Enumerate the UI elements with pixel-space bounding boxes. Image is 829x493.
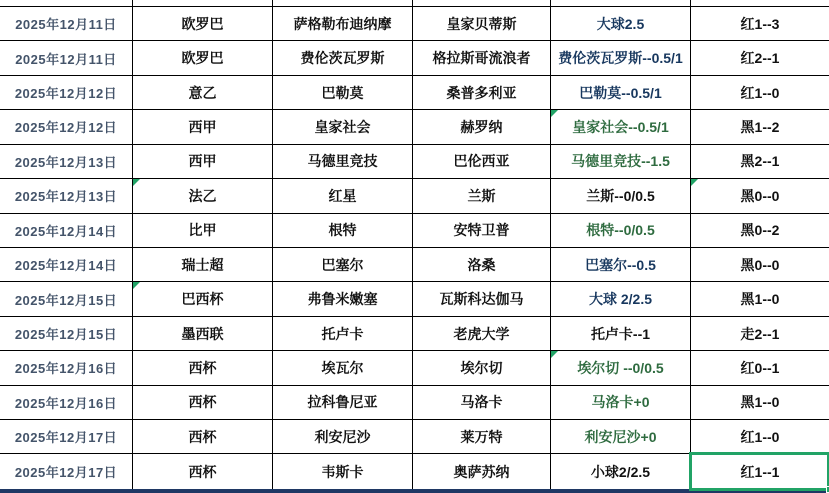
- cell-result[interactable]: [691, 248, 829, 282]
- table-row: [0, 248, 829, 282]
- cell-result[interactable]: [691, 454, 829, 488]
- cell-date[interactable]: [0, 179, 133, 213]
- cell-away-team-text: 巴伦西亚: [453, 153, 510, 170]
- cell-date[interactable]: [0, 76, 133, 110]
- cell-away-team-text: 奥萨苏纳: [453, 463, 510, 480]
- cell-league-text: 巴西杯: [181, 291, 224, 308]
- cell-league[interactable]: [133, 386, 273, 420]
- cell-handicap[interactable]: [551, 110, 691, 144]
- cell-date-text: 2025年12月14日: [14, 258, 118, 274]
- cell-date-text: 2025年12月11日: [15, 17, 117, 33]
- cell-result-text: 黑0--0: [740, 256, 780, 273]
- cell-date[interactable]: [0, 110, 133, 144]
- cell-home-team-text: 根特: [328, 222, 357, 239]
- cell-handicap-text: 根特--0/0.5: [586, 222, 655, 239]
- cell-date[interactable]: [0, 145, 133, 179]
- comment-marker-icon: [133, 282, 140, 289]
- cell-date-text: 2025年12月17日: [14, 430, 118, 446]
- cell-league[interactable]: [133, 41, 273, 75]
- cell-away-team-text: 洛桑: [467, 256, 496, 273]
- cell-home-team[interactable]: [273, 420, 413, 454]
- comment-marker-icon: [551, 351, 558, 358]
- cell-home-team[interactable]: [273, 110, 413, 144]
- cell-home-team-text: 皇家社会: [314, 118, 371, 135]
- cell-handicap-text: 托卢卡--1: [590, 325, 651, 342]
- cell-away-team[interactable]: [413, 110, 551, 144]
- cell-league[interactable]: [133, 179, 273, 213]
- cell-handicap[interactable]: [551, 248, 691, 282]
- cell-league-text: 法乙: [188, 187, 217, 204]
- cell-home-team[interactable]: [273, 179, 413, 213]
- partial-cell: [691, 0, 829, 6]
- cell-handicap-text: 利安尼沙+0: [584, 428, 657, 445]
- cell-league-text: 墨西联: [181, 325, 224, 342]
- cell-away-team-text: 埃尔切: [460, 359, 503, 376]
- cell-home-team[interactable]: [273, 248, 413, 282]
- cell-handicap[interactable]: [551, 454, 691, 488]
- cell-home-team[interactable]: [273, 214, 413, 248]
- cell-result[interactable]: [691, 110, 829, 144]
- cell-league[interactable]: [133, 282, 273, 316]
- cell-result[interactable]: [691, 282, 829, 316]
- cell-handicap[interactable]: [551, 386, 691, 420]
- cell-date-text: 2025年12月11日: [15, 51, 117, 67]
- cell-home-team[interactable]: [273, 41, 413, 75]
- cell-handicap-text: 兰斯--0/0.5: [586, 187, 655, 204]
- cell-date-text: 2025年12月15日: [14, 327, 118, 342]
- cell-away-team[interactable]: [413, 351, 551, 385]
- cell-result-text: 黑1--0: [740, 291, 780, 308]
- cell-league[interactable]: [133, 248, 273, 282]
- partial-row-above: [0, 0, 829, 7]
- cell-date[interactable]: [0, 282, 133, 316]
- cell-date-text: 2025年12月14日: [14, 223, 118, 239]
- cell-home-team-text: 拉科鲁尼亚: [307, 394, 378, 411]
- cell-date[interactable]: [0, 317, 133, 351]
- partial-cell: [0, 0, 133, 6]
- cell-league-text: 西甲: [188, 153, 217, 170]
- cell-handicap-text: 小球2/2.5: [590, 463, 651, 480]
- cell-home-team-text: 埃瓦尔: [321, 359, 364, 376]
- cell-home-team[interactable]: [273, 454, 413, 488]
- cell-result[interactable]: [691, 214, 829, 248]
- cell-result-text: 黑1--2: [740, 118, 780, 135]
- table-row: [0, 351, 829, 385]
- cell-league-text: 西杯: [188, 394, 217, 411]
- cell-away-team[interactable]: [413, 41, 551, 75]
- cell-home-team-text: 利安尼沙: [314, 428, 371, 445]
- cell-league-text: 比甲: [188, 222, 217, 239]
- cell-result-text: 走2--1: [740, 325, 780, 342]
- cell-away-team-text: 老虎大学: [453, 325, 510, 342]
- cell-result[interactable]: [691, 76, 829, 110]
- cell-result[interactable]: [691, 179, 829, 213]
- cell-date[interactable]: [0, 248, 133, 282]
- cell-home-team[interactable]: [273, 386, 413, 420]
- cell-date[interactable]: [0, 454, 133, 488]
- cell-home-team[interactable]: [273, 282, 413, 316]
- cell-league[interactable]: [133, 145, 273, 179]
- cell-league[interactable]: [133, 317, 273, 351]
- cell-league-text: 意乙: [188, 84, 217, 101]
- cell-result-text: 黑0--0: [740, 187, 780, 204]
- cell-league[interactable]: [133, 420, 273, 454]
- cell-result-text: 黑0--2: [740, 222, 780, 239]
- cell-handicap[interactable]: [551, 7, 691, 41]
- cell-result[interactable]: [691, 7, 829, 41]
- cell-league-text: 西杯: [188, 359, 217, 376]
- cell-home-team-text: 红星: [328, 187, 357, 204]
- cell-result-text: 红1--0: [740, 428, 780, 445]
- cell-home-team-text: 巴塞尔: [321, 256, 364, 273]
- cell-date-text: 2025年12月16日: [14, 361, 118, 377]
- cell-date-text: 2025年12月12日: [14, 86, 118, 102]
- cell-home-team-text: 巴勒莫: [321, 84, 364, 101]
- comment-marker-icon: [691, 179, 698, 186]
- cell-handicap-text: 大球 2/2.5: [588, 291, 653, 308]
- cell-date[interactable]: [0, 386, 133, 420]
- cell-league[interactable]: [133, 454, 273, 488]
- cell-result[interactable]: [691, 386, 829, 420]
- cell-date-text: 2025年12月12日: [14, 120, 118, 136]
- cell-away-team-text: 安特卫普: [453, 222, 510, 239]
- cell-away-team[interactable]: [413, 386, 551, 420]
- cell-result[interactable]: [691, 145, 829, 179]
- cell-result-text: 红1--1: [740, 463, 780, 480]
- table-row: [0, 386, 829, 420]
- cell-result-text: 红1--3: [740, 15, 780, 32]
- cell-league-text: 西甲: [188, 118, 217, 135]
- partial-cell: [133, 0, 273, 6]
- cell-handicap[interactable]: [551, 145, 691, 179]
- cell-league[interactable]: [133, 76, 273, 110]
- partial-cell: [273, 0, 413, 6]
- cell-home-team-text: 韦斯卡: [321, 463, 364, 480]
- cell-handicap[interactable]: [551, 420, 691, 454]
- table-row: [0, 179, 829, 213]
- partial-cell: [413, 0, 551, 6]
- cell-handicap-text: 皇家社会--0.5/1: [572, 118, 669, 135]
- table-row: [0, 41, 829, 75]
- cell-away-team-text: 格拉斯哥流浪者: [432, 50, 531, 67]
- table-row: [0, 145, 829, 179]
- cell-home-team[interactable]: [273, 351, 413, 385]
- cell-home-team[interactable]: [273, 145, 413, 179]
- cell-league-text: 欧罗巴: [181, 15, 224, 32]
- cell-handicap[interactable]: [551, 317, 691, 351]
- table-bottom-border: [0, 489, 829, 493]
- table-row: [0, 214, 829, 248]
- cell-home-team-text: 萨格勒布迪纳摩: [293, 15, 392, 32]
- cell-away-team-text: 瓦斯科达伽马: [439, 291, 524, 308]
- cell-away-team[interactable]: [413, 179, 551, 213]
- cell-date-text: 2025年12月15日: [14, 292, 118, 308]
- cell-handicap-text: 马德里竞技--1.5: [571, 153, 670, 170]
- cell-away-team[interactable]: [413, 420, 551, 454]
- cell-league-text: 瑞士超: [181, 256, 224, 273]
- cell-league-text: 西杯: [188, 463, 217, 480]
- cell-away-team-text: 赫罗纳: [460, 118, 503, 135]
- cell-home-team[interactable]: [273, 7, 413, 41]
- table-row: [0, 7, 829, 41]
- cell-league[interactable]: [133, 110, 273, 144]
- cell-handicap[interactable]: [551, 41, 691, 75]
- cell-away-team[interactable]: [413, 145, 551, 179]
- cell-handicap[interactable]: [551, 282, 691, 316]
- cell-league[interactable]: [133, 351, 273, 385]
- cell-league[interactable]: [133, 214, 273, 248]
- cell-away-team-text: 皇家贝蒂斯: [446, 15, 517, 32]
- cell-home-team-text: 费伦茨瓦罗斯: [300, 50, 385, 67]
- cell-result-text: 红1--0: [740, 84, 780, 101]
- cell-handicap[interactable]: [551, 76, 691, 110]
- table-row: [0, 420, 829, 454]
- cell-result-text: 黑1--0: [740, 394, 780, 411]
- table-row: [0, 317, 829, 351]
- cell-home-team[interactable]: [273, 76, 413, 110]
- cell-date[interactable]: [0, 41, 133, 75]
- table-row: [0, 76, 829, 110]
- table-row: [0, 110, 829, 144]
- cell-handicap[interactable]: [551, 179, 691, 213]
- cell-date[interactable]: [0, 214, 133, 248]
- cell-date[interactable]: [0, 420, 133, 454]
- cell-date[interactable]: [0, 351, 133, 385]
- cell-date-text: 2025年12月16日: [14, 395, 118, 411]
- cell-result[interactable]: [691, 317, 829, 351]
- cell-handicap-text: 巴塞尔--0.5: [585, 256, 656, 273]
- cell-away-team[interactable]: [413, 282, 551, 316]
- cell-result-text: 黑2--1: [740, 153, 780, 170]
- cell-league-text: 西杯: [188, 428, 217, 445]
- table-row: [0, 282, 829, 316]
- cell-date-text: 2025年12月13日: [14, 189, 118, 205]
- cell-date-text: 2025年12月13日: [14, 154, 118, 170]
- cell-handicap-text: 巴勒莫--0.5/1: [579, 84, 662, 101]
- cell-handicap-text: 费伦茨瓦罗斯--0.5/1: [558, 50, 683, 67]
- comment-marker-icon: [133, 179, 140, 186]
- cell-away-team-text: 桑普多利亚: [446, 84, 517, 101]
- cell-away-team[interactable]: [413, 317, 551, 351]
- cell-result-text: 红0--1: [740, 359, 780, 376]
- cell-away-team-text: 马洛卡: [460, 394, 503, 411]
- cell-away-team-text: 兰斯: [467, 187, 496, 204]
- cell-home-team[interactable]: [273, 317, 413, 351]
- cell-result-text: 红2--1: [740, 50, 780, 67]
- cell-league-text: 欧罗巴: [181, 50, 224, 67]
- cell-handicap-text: 大球2.5: [596, 15, 645, 32]
- cell-result[interactable]: [691, 41, 829, 75]
- cell-handicap[interactable]: [551, 214, 691, 248]
- cell-away-team[interactable]: [413, 454, 551, 488]
- cell-away-team[interactable]: [413, 248, 551, 282]
- cell-handicap-text: 马洛卡+0: [591, 394, 650, 411]
- cell-handicap[interactable]: [551, 351, 691, 385]
- cell-away-team-text: 莱万特: [460, 428, 503, 445]
- cell-date[interactable]: [0, 7, 133, 41]
- cell-home-team-text: 托卢卡: [321, 325, 364, 342]
- table-body: [0, 7, 829, 489]
- cell-handicap-text: 埃尔切 --0/0.5: [577, 359, 664, 376]
- cell-home-team-text: 马德里竞技: [307, 153, 378, 170]
- cell-date-text: 2025年12月17日: [14, 465, 118, 481]
- cell-home-team-text: 弗鲁米嫩塞: [307, 291, 378, 308]
- cell-away-team[interactable]: [413, 214, 551, 248]
- cell-away-team[interactable]: [413, 76, 551, 110]
- cell-away-team[interactable]: [413, 7, 551, 41]
- partial-cell: [551, 0, 691, 6]
- cell-result[interactable]: [691, 420, 829, 454]
- comment-marker-icon: [551, 110, 558, 117]
- cell-result[interactable]: [691, 351, 829, 385]
- cell-league[interactable]: [133, 7, 273, 41]
- table-row: [0, 454, 829, 488]
